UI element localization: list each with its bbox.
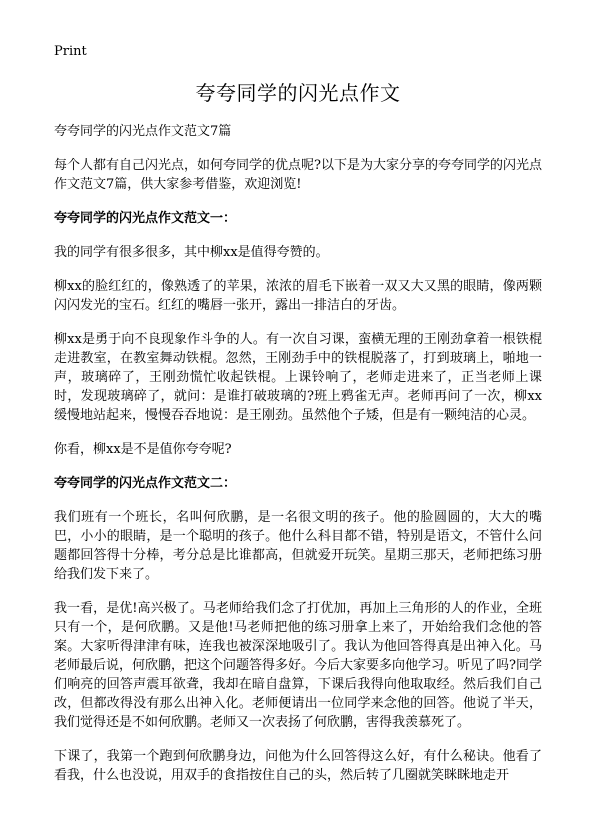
- paragraph: 我一看，是优!高兴极了。马老师给我们念了打优加，再加上三角形的人的作业，全班只有一个，是何欣鹏。又是他!马老师把他的练习册拿上来了，开始给我们念他的答案。大家听得津津有味，连我也被深深地吸引了。我认为他回答得真是出神入化。马老师最后说，何欣鹏，把这个问题答得多好。今后大家要多向他学习。听见了吗?同学们响亮的回答声震耳欲聋，我却在暗自盘算，下课后我得向他取取经。然后我们自己改，但都改得没有那么出神入化。老师便请出一位同学来念他的回答。他说了半天，我们觉得还是不如何欣鹏。老师又一次表扬了何欣鹏，害得我羡慕死了。: [54, 601, 542, 730]
- paragraph: 下课了，我第一个跑到何欣鹏身边，问他为什么回答得这么好，有什么秘诀。他看了看我，什么也没说，用双手的食指按住自己的头，然后转了几圈就笑眯眯地走开: [54, 749, 542, 783]
- paragraph: 我们班有一个班长，名叫何欣鹏，是一名很文明的孩子。他的脸圆圆的，大大的嘴巴，小小的眼睛，是一个聪明的孩子。他什么科目都不错，特别是语文，不管什么问题都回答得十分棒，考分总是比谁都高，但就爱开玩笑。星期三那天，老师把练习册给我们发下来了。: [54, 510, 542, 582]
- document-subtitle: 夸夸同学的闪光点作文范文7篇: [54, 124, 232, 139]
- paragraph: 柳xx的脸红红的，像熟透了的苹果，浓浓的眉毛下嵌着一双又大又黑的眼睛，像两颗闪闪发光的宝石。红红的嘴唇一张开，露出一排洁白的牙齿。: [54, 279, 542, 313]
- print-link[interactable]: Print: [54, 44, 87, 59]
- section-heading-1: 夸夸同学的闪光点作文范文一：: [54, 211, 237, 226]
- intro-paragraph: 每个人都有自己闪光点，如何夸同学的优点呢?以下是为大家分享的夸夸同学的闪光点作文范文7篇，供大家参考借鉴，欢迎浏览!: [54, 158, 542, 192]
- paragraph: 我的同学有很多很多，其中柳xx是值得夸赞的。: [54, 245, 329, 260]
- page-title: 夸夸同学的闪光点作文: [195, 81, 401, 105]
- paragraph: 你看，柳xx是不是值你夸夸呢?: [54, 442, 232, 457]
- paragraph: 柳xx是勇于向不良现象作斗争的人。有一次自习课，蛮横无理的王刚劲拿着一根铁棍走进教室，在教室舞动铁棍。忽然，王刚劲手中的铁棍脱落了，打到玻璃上，啪地一声，玻璃碎了，王刚劲慌忙收起铁棍。上课铃响了，老师走进来了，正当老师上课时，发现玻璃碎了，就问：是谁打破玻璃的?班上鸦雀无声。老师再问了一次，柳xx缓慢地站起来，慢慢吞吞地说：是王刚劲。虽然他个子矮，但是有一颗纯洁的心灵。: [54, 332, 542, 423]
- section-heading-2: 夸夸同学的闪光点作文范文二：: [54, 476, 237, 491]
